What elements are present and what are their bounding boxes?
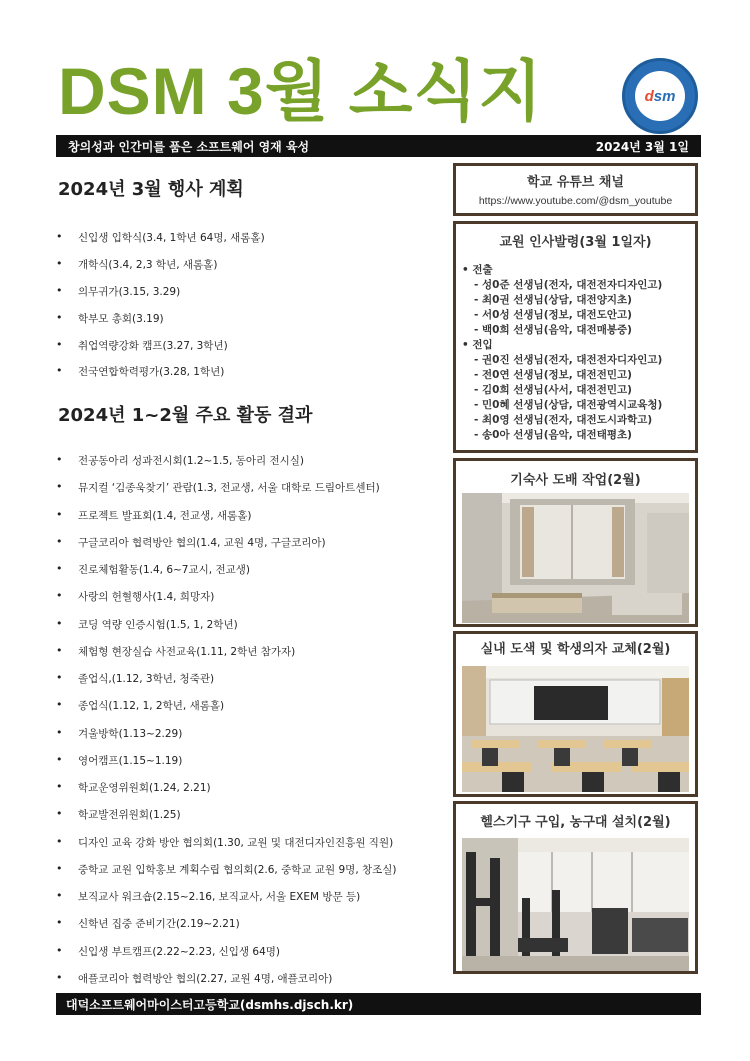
staff-entry: - 서0성 선생님(정보, 대전도안고)	[474, 309, 632, 321]
march-events-list	[56, 230, 265, 391]
logo-mark: dsm	[644, 87, 676, 105]
staff-entry: - 권0진 선생님(전자, 대전전자디자인고)	[474, 354, 663, 366]
school-logo	[622, 58, 698, 134]
staff-entry: - 백0희 선생님(음악, 대전매봉중)	[474, 324, 632, 336]
result-item: • 학교발전위원회(1.25)	[56, 807, 397, 834]
result-item: • 신학년 집중 준비기간(2.19~2.21)	[56, 916, 397, 943]
result-item: • 애플코리아 협력방안 협의(2.27, 교원 4명, 애플코리아)	[56, 971, 397, 998]
dormitory-photo-title: 기숙사 도배 작업(2월)	[510, 473, 641, 488]
gym-photo	[462, 838, 689, 971]
result-item: • 뮤지컬 ‘김종욱찾기’ 관람(1.3, 전교생, 서울 대학로 드림아트센터)	[56, 480, 397, 507]
result-item: • 겨울방학(1.13~2.29)	[56, 726, 397, 753]
staff-entry: - 성0준 선생님(전자, 대전전자디자인고)	[474, 279, 663, 291]
transfer-in-label: • 전입	[462, 339, 493, 351]
result-item: • 신입생 부트캠프(2.22~2.23, 신입생 64명)	[56, 944, 397, 971]
gym-photo-title: 헬스기구 구입, 농구대 설치(2월)	[480, 815, 671, 830]
result-item: • 보직교사 워크숍(2.15~2.16, 보직교사, 서울 EXEM 방문 등)	[56, 889, 397, 916]
result-item: • 학교운영위원회(1.24, 2.21)	[56, 780, 397, 807]
staff-entry: - 민0혜 선생님(상담, 대전광역시교육청)	[474, 399, 663, 411]
slogan-banner	[56, 135, 701, 157]
result-item: • 프로젝트 발표회(1.4, 전교생, 새롬홀)	[56, 508, 397, 535]
result-item: • 사랑의 헌혈행사(1.4, 희망자)	[56, 589, 397, 616]
staff-transfer-title: 교원 인사발령(3월 1일자)	[499, 235, 652, 250]
classroom-photo-title: 실내 도색 및 학생의자 교체(2월)	[480, 642, 671, 657]
transfer-out-list	[462, 278, 689, 338]
staff-entry: - 전0연 선생님(정보, 대전전민고)	[474, 369, 632, 381]
staff-entry: - 김0희 선생님(사서, 대전전민고)	[474, 384, 632, 396]
march-event-item: • 전국연합학력평가(3.28, 1학년)	[56, 364, 265, 391]
youtube-box	[453, 163, 698, 216]
staff-transfer-box	[453, 221, 698, 453]
march-event-item: • 학부모 총회(3.19)	[56, 311, 265, 338]
gym-photo-box	[453, 801, 698, 974]
youtube-title: 학교 유튜브 채널	[527, 175, 624, 190]
youtube-link[interactable]: https://www.youtube.com/@dsm_youtube	[478, 195, 673, 207]
result-item: • 체험형 현장실습 사전교육(1.11, 2학년 참가자)	[56, 644, 397, 671]
transfer-in-list	[462, 353, 689, 443]
staff-entry: - 송0아 선생님(음악, 대전태평초)	[474, 429, 632, 441]
slogan-text: 창의성과 인간미를 품은 소프트웨어 영재 육성	[68, 139, 310, 154]
result-item: • 영어캠프(1.15~1.19)	[56, 753, 397, 780]
footer-banner	[56, 993, 701, 1015]
result-item: • 중학교 교원 입학홍보 계획수립 협의회(2.6, 중학교 교원 9명, 창조실)	[56, 862, 397, 889]
issue-date: 2024년 3월 1일	[595, 139, 689, 154]
classroom-photo-box	[453, 631, 698, 797]
staff-entry: - 최0권 선생님(상담, 대전양지초)	[474, 294, 632, 306]
result-item: • 구글코리아 협력방안 협의(1.4, 교원 4명, 구글코리아)	[56, 535, 397, 562]
classroom-photo	[462, 666, 689, 792]
transfer-out-label: • 전출	[462, 264, 493, 276]
staff-transfer-list	[456, 263, 695, 443]
result-item: • 졸업식,(1.12, 3학년, 청죽관)	[56, 671, 397, 698]
result-item: • 디자인 교육 강화 방안 협의회(1.30, 교원 및 대전디자인진흥원 직원)	[56, 835, 397, 862]
newsletter-title: DSM 3월 소식지	[58, 54, 544, 128]
result-item: • 종업식(1.12, 1, 2학년, 새롬홀)	[56, 698, 397, 725]
results-heading: 2024년 1~2월 주요 활동 결과	[58, 405, 313, 426]
march-event-item: • 취업역량강화 캠프(3.27, 3학년)	[56, 338, 265, 365]
march-event-item: • 의무귀가(3.15, 3.29)	[56, 284, 265, 311]
march-event-item: • 개학식(3.4, 2,3 학년, 새롬홀)	[56, 257, 265, 284]
result-item: • 코딩 역량 인증시험(1.5, 1, 2학년)	[56, 617, 397, 644]
march-events-heading: 2024년 3월 행사 계획	[58, 179, 244, 200]
result-item: • 전공동아리 성과전시회(1.2~1.5, 동아리 전시실)	[56, 453, 397, 480]
march-event-item: • 신입생 입학식(3.4, 1학년 64명, 새롬홀)	[56, 230, 265, 257]
footer-text: 대덕소프트웨어마이스터고등학교(dsmhs.djsch.kr)	[66, 997, 354, 1012]
result-item: • 진로체험활동(1.4, 6~7교시, 전교생)	[56, 562, 397, 589]
dormitory-photo	[462, 493, 689, 623]
dormitory-photo-box	[453, 458, 698, 627]
results-list	[56, 453, 397, 998]
staff-entry: - 최0영 선생님(전자, 대전도시과학고)	[474, 414, 653, 426]
